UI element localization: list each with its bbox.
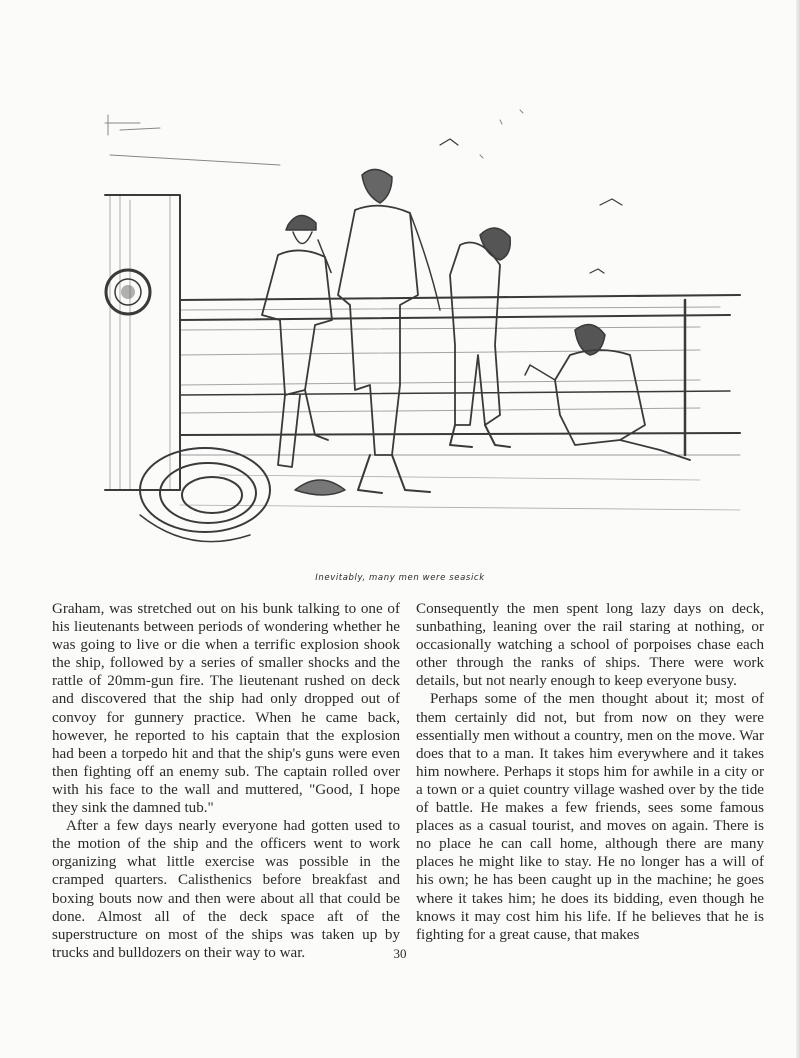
illustration-caption: Inevitably, many men were seasick xyxy=(315,573,485,583)
paragraph: Consequently the men spent long lazy days on deck, sunbathing, leaning over the rail staring at nothing, or occasionally watching a school of porpoises chase each other through the ranks of ships. There were work details, but not nearly enough to keep everyone busy. xyxy=(416,601,764,690)
paragraph: Perhaps some of the men thought about it; most of them certainly did not, but from now on they were essentially men without a country, men on the move. War does that to a man. It takes him everywhere and it takes him nowhere. Perhaps it stops him for awhile in a city or a town or a quiet country village washed over by the tide of battle. He makes a few friends, sees some famous places as a casual tourist, and moves on again. There is no place he can call home, although there are many places he might like to stay. He no longer has a will of his own; he has been caught up in the machine; he goes where it takes him; he does its bidding, even though he knows it may cost him his life. If he believes that he is fighting for a great cause, that makes xyxy=(416,691,764,943)
left-text-column xyxy=(52,600,400,962)
paragraph: After a few days nearly everyone had gotten used to the motion of the ship and the officers went to work organizing what little exercise was possible in the cramped quarters. Calisthenics before breakfast and boxing bouts now and then were about all that could be done. Almost all of the deck space aft of the superstructure on most of the ships was taken up by trucks and bulldozers on their way to war. xyxy=(52,818,400,961)
seasick-soldiers-illustration xyxy=(100,95,750,560)
paragraph: Graham, was stretched out on his bunk talking to one of his lieutenants between periods of wondering whether he was going to live or die when a terrific explosion shook the ship, followed by a series of smaller shocks and the rattle of 20mm-gun fire. The lieutenant rushed on deck and discovered that the ship had only dropped out of convoy for gunnery practice. When he came back, however, he reported to his captain that the explosion had been a torpedo hit and that the ship's guns were even then fighting off an enemy sub. The captain rolled over with his face to the wall and muttered, "Good, I hope they sink the damned tub." xyxy=(52,601,400,817)
page-number: 30 xyxy=(393,946,407,961)
page-edge xyxy=(796,0,800,1058)
right-text-column xyxy=(416,600,764,944)
